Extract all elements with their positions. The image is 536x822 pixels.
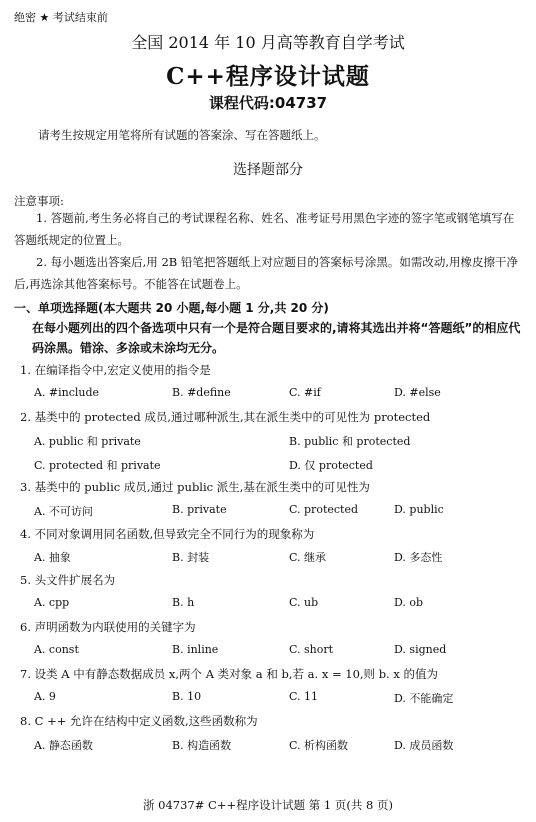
part-description: 在每小题列出的四个备选项中只有一个是符合题目要求的,请将其选出并将“答题纸”的相应代码涂黑。错涂、多涂或未涂均无分。 <box>32 321 521 355</box>
note-item-2 <box>14 251 524 295</box>
option-d: D. 成员函数 <box>394 739 454 752</box>
option-d: D. 仅 protected <box>289 459 373 472</box>
question-stem: 8. C ++ 允许在结构中定义函数,这些函数称为 <box>20 714 258 728</box>
option-a: A. 抽象 <box>34 551 71 564</box>
question-stem: 3. 基类中的 public 成员,通过 public 派生,基在派生类中的可见性为 <box>20 480 370 494</box>
part-heading: 一、单项选择题(本大题共 20 小题,每小题 1 分,共 20 分) <box>14 301 329 315</box>
option-b: B. inline <box>172 643 219 656</box>
option-b: B. 10 <box>172 690 202 703</box>
option-c: C. 析构函数 <box>289 739 349 752</box>
page-footer: 浙 04737# C++程序设计试题 第 1 页(共 8 页) <box>143 798 393 812</box>
option-d: D. 不能确定 <box>394 692 454 705</box>
option-a: A. 不可访问 <box>34 505 93 518</box>
exam-title: C++程序设计试题 <box>166 63 370 90</box>
question-stem: 1. 在编译指令中,宏定义使用的指令是 <box>20 363 211 377</box>
option-c: C. ub <box>289 596 319 609</box>
question-stem: 2. 基类中的 protected 成员,通过哪种派生,其在派生类中的可见性为 protected <box>20 410 431 424</box>
option-c: C. protected <box>289 503 359 516</box>
note-item-1-text: 1. 答题前,考生务必将自己的考试课程名称、姓名、准考证号用黑色字迹的签字笔或钢笔填写在答题纸规定的位置上。 <box>14 211 515 247</box>
option-a: A. cpp <box>34 596 70 609</box>
question-stem: 5. 头文件扩展名为 <box>20 573 116 587</box>
option-a: A. const <box>34 643 79 656</box>
option-d: D. signed <box>394 643 447 656</box>
option-c: C. protected 和 private <box>34 459 161 472</box>
note-item-1 <box>14 207 524 251</box>
option-a: A. public 和 private <box>34 435 141 448</box>
option-c: C. #if <box>289 386 321 399</box>
note-item-2-text: 2. 每小题选出答案后,用 2B 铅笔把答题纸上对应题目的答案标号涂黑。如需改动,用橡皮擦干净后,再选涂其他答案标号。不能答在试题卷上。 <box>14 255 519 291</box>
option-c: C. 11 <box>289 690 319 703</box>
option-c: C. short <box>289 643 334 656</box>
option-a: A. 9 <box>34 690 56 703</box>
question-stem: 6. 声明函数为内联使用的关键字为 <box>20 620 196 634</box>
answer-instruction: 请考生按规定用笔将所有试题的答案涂、写在答题纸上。 <box>38 128 326 142</box>
option-b: B. #define <box>172 386 231 399</box>
option-c: C. 继承 <box>289 551 327 564</box>
exam-name: 全国 2014 年 10 月高等教育自学考试 <box>131 33 405 52</box>
option-a: A. 静态函数 <box>34 739 93 752</box>
option-d: D. 多态性 <box>394 551 443 564</box>
option-b: B. 构造函数 <box>172 739 232 752</box>
option-d: D. #else <box>394 386 441 399</box>
option-b: B. public 和 protected <box>289 435 411 448</box>
section-title: 选择题部分 <box>233 162 303 178</box>
confidential-mark: 绝密 ★ 考试结束前 <box>14 11 108 24</box>
course-code: 课程代码:04737 <box>208 94 328 112</box>
question-stem: 7. 设类 A 中有静态数据成员 x,两个 A 类对象 a 和 b,若 a. x = 10,则 b. x 的值为 <box>20 667 439 681</box>
question-stem: 4. 不同对象调用同名函数,但导致完全不同行为的现象称为 <box>20 527 315 541</box>
option-a: A. #include <box>34 386 100 399</box>
notes-heading: 注意事项: <box>14 194 64 208</box>
option-b: B. private <box>172 503 227 516</box>
option-b: B. h <box>172 596 195 609</box>
option-b: B. 封装 <box>172 551 210 564</box>
option-d: D. ob <box>394 596 424 609</box>
option-d: D. public <box>394 503 444 516</box>
